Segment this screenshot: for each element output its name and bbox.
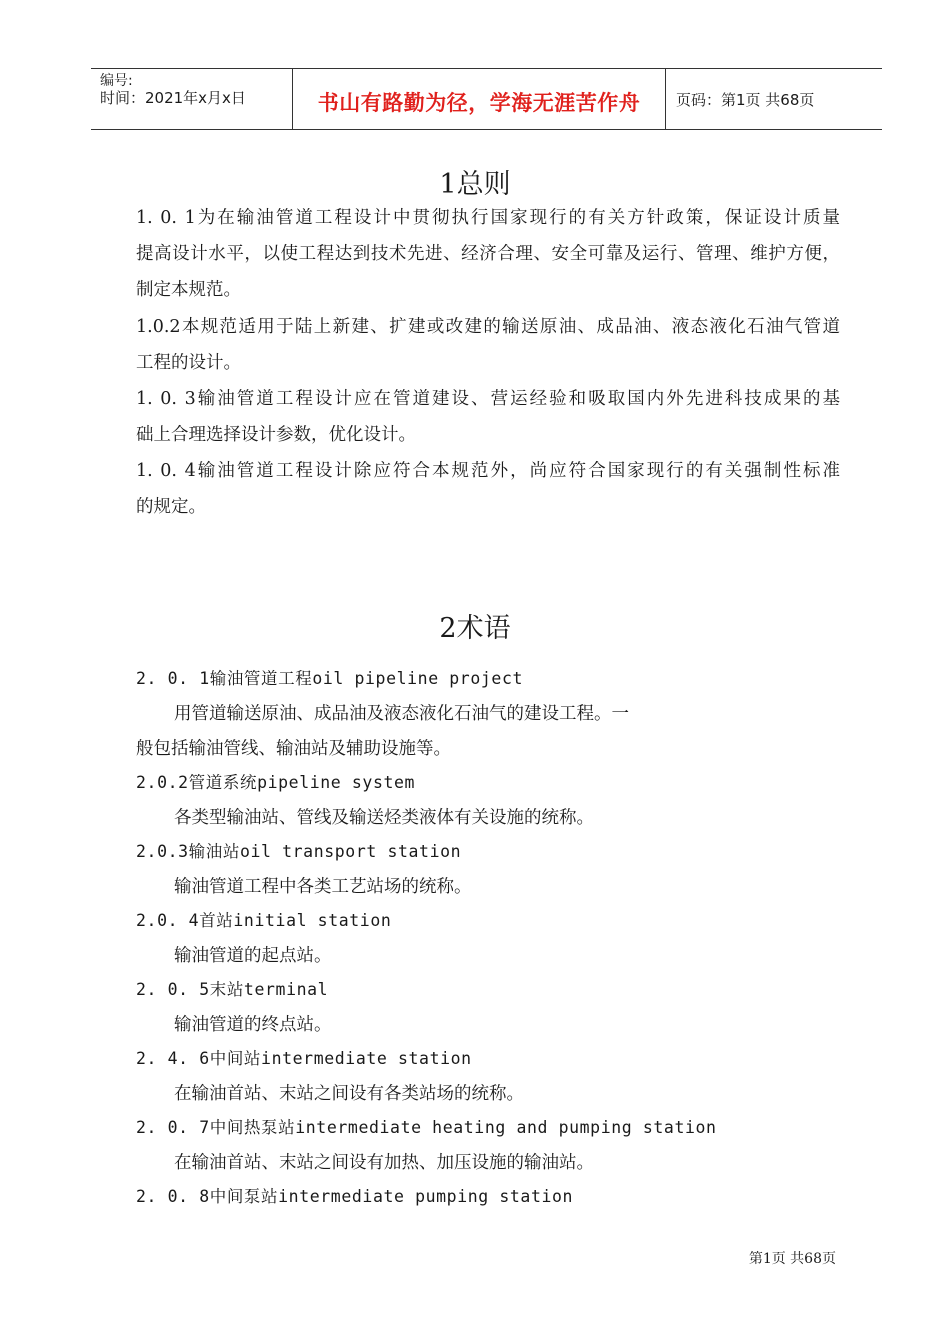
- clause-1-0-1: [136, 200, 840, 308]
- page-header: [91, 68, 882, 130]
- text-line: 1.0.2本规范适用于陆上新建、扩建或改建的输送原油、成品油、液态液化石油气管道: [136, 317, 840, 337]
- motto: 书山有路勤为径，学海无涯苦作舟: [317, 91, 641, 115]
- term-definition: 在输油首站、末站之间设有各类站场的统称。: [174, 1084, 524, 1104]
- doc-number-label: 编号:: [100, 73, 133, 89]
- text-line: 1. 0. 4输油管道工程设计除应符合本规范外，尚应符合国家现行的有关强制性标准: [136, 461, 840, 481]
- text-line: 1. 0. 3输油管道工程设计应在管道建设、营运经验和吸取国内外先进科技成果的基: [136, 389, 840, 409]
- text-line: 的规定。: [136, 497, 206, 517]
- header-page-cell: [666, 69, 882, 129]
- clause-1-0-4: [136, 453, 840, 525]
- term-2-0-4: 2.0. 4首站initial station: [136, 911, 392, 930]
- text-line: 提高设计水平，以使工程达到技术先进、经济合理、安全可靠及运行、管理、维护方便，: [136, 244, 840, 264]
- term-definition: 输油管道的终点站。: [174, 1015, 332, 1035]
- clause-1-0-3: [136, 381, 840, 453]
- term-2-0-3: 2.0.3输油站oil transport station: [136, 842, 462, 861]
- term-2-0-8: 2. 0. 8中间泵站intermediate pumping station: [136, 1187, 574, 1206]
- header-info-cell: [91, 69, 293, 129]
- page-label: 页码：第1页 共68页: [676, 91, 815, 109]
- term-2-4-6: 2. 4. 6中间站intermediate station: [136, 1049, 472, 1068]
- term-definition: 用管道输送原油、成品油及液态液化石油气的建设工程。一: [174, 704, 629, 724]
- time-label: 时间：2021年x月x日: [100, 89, 246, 107]
- term-definition: 输油管道工程中各类工艺站场的统称。: [174, 877, 472, 897]
- header-motto-cell: [293, 69, 666, 129]
- term-definition: 输油管道的起点站。: [174, 946, 332, 966]
- clause-1-0-2: [136, 309, 840, 381]
- text-line: 1. 0. 1为在输油管道工程设计中贯彻执行国家现行的有关方针政策，保证设计质量: [136, 208, 840, 228]
- term-2-0-2: 2.0.2管道系统pipeline system: [136, 773, 416, 792]
- term-definition: 在输油首站、末站之间设有加热、加压设施的输油站。: [174, 1153, 594, 1173]
- term-2-0-7: 2. 0. 7中间热泵站intermediate heating and pumping station: [136, 1118, 717, 1137]
- page-footer: 第1页 共68页: [748, 1251, 836, 1267]
- term-2-0-5: 2. 0. 5末站terminal: [136, 980, 329, 999]
- section-2-title: 2术语: [439, 613, 511, 644]
- text-line: 制定本规范。: [136, 280, 241, 300]
- section-1-title: 1总则: [439, 169, 511, 200]
- text-line: 工程的设计。: [136, 353, 241, 373]
- term-definition: 各类型输油站、管线及输送烃类液体有关设施的统称。: [174, 808, 594, 828]
- term-2-0-1: 2. 0. 1输油管道工程oil pipeline project: [136, 669, 524, 688]
- term-definition: 般包括输油管线、输油站及辅助设施等。: [136, 739, 451, 759]
- text-line: 础上合理选择设计参数，优化设计。: [136, 425, 416, 445]
